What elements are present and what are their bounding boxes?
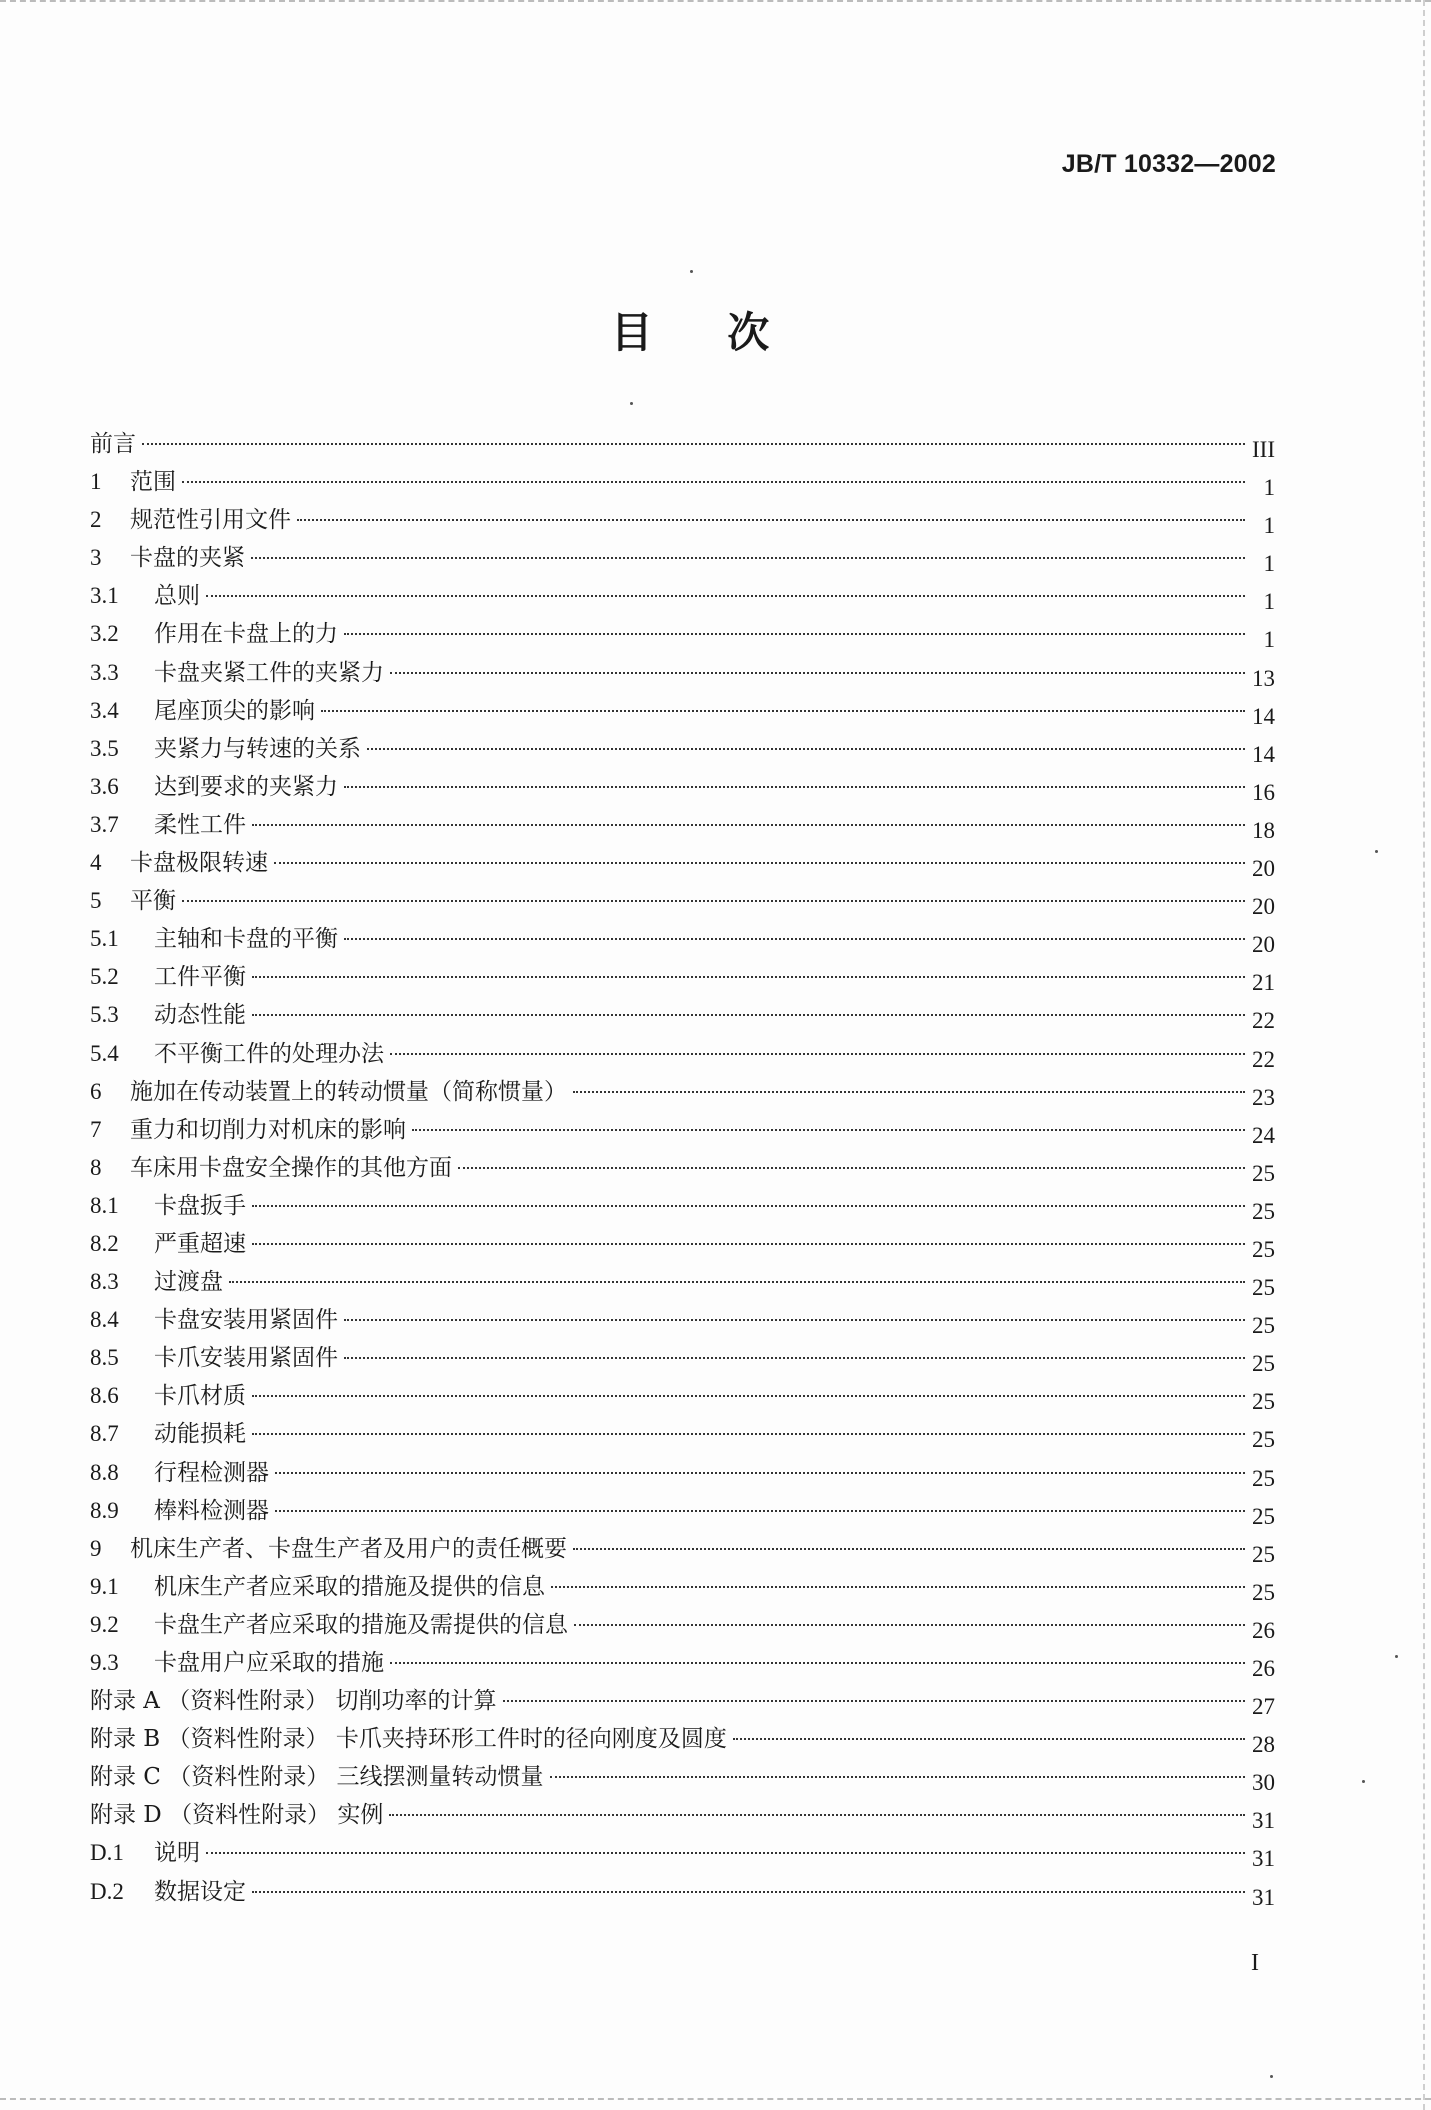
toc-entry[interactable] [90,1149,1275,1187]
scan-speck [1395,1655,1398,1658]
toc-entry[interactable] [90,1225,1275,1263]
toc-entry-page: 20 [1252,932,1275,958]
toc-leader-dots [252,1014,1245,1016]
toc-entry[interactable] [90,1796,1275,1834]
scan-edge-bottom [0,2098,1431,2102]
toc-leader-dots [252,976,1245,978]
toc-entry-title: 动态性能 [154,1002,246,1029]
toc-entry-page: 26 [1252,1617,1275,1643]
toc-entry[interactable] [90,1644,1275,1682]
toc-leader-dots [252,1243,1245,1245]
toc-entry[interactable] [90,1530,1275,1568]
toc-entry[interactable] [90,1873,1275,1911]
toc-leader-dots [252,824,1245,826]
toc-entry-number: 3.1 [90,583,119,609]
toc-leader-dots [275,1510,1245,1512]
toc-entry-title: 达到要求的夹紧力 [154,773,338,800]
toc-entry-page: 25 [1252,1389,1275,1415]
toc-entry-number: 8.8 [90,1459,119,1485]
toc-entry-title: 说明 [154,1840,200,1867]
toc-entry[interactable] [90,1606,1275,1644]
toc-entry-page: 25 [1252,1579,1275,1605]
toc-entry-page: 28 [1252,1732,1275,1758]
toc-leader-dots [275,1472,1245,1474]
toc-entry[interactable] [90,1339,1275,1377]
toc-entry-page: 22 [1252,1008,1275,1034]
toc-entry-number: 7 [90,1116,102,1142]
toc-entry-page: 13 [1252,665,1275,691]
toc-leader-dots [182,481,1245,483]
toc-leader-dots [503,1700,1245,1702]
toc-entry-page: 1 [1263,551,1275,577]
toc-entry-number: 8.5 [90,1345,119,1371]
toc-leader-dots [252,1395,1245,1397]
toc-entry[interactable] [90,996,1275,1034]
toc-entry[interactable] [90,1720,1275,1758]
toc-entry-page: 1 [1263,627,1275,653]
page-number: I [1251,1950,1259,1976]
toc-entry[interactable] [90,501,1275,539]
toc-entry-page: 31 [1252,1884,1275,1910]
scan-edge-right [1423,0,1427,2110]
toc-entry[interactable] [90,1073,1275,1111]
toc-entry-number: 8.4 [90,1307,119,1333]
toc-leader-dots [550,1776,1245,1778]
toc-entry[interactable] [90,920,1275,958]
page-title: 目 次 [610,308,770,357]
table-of-contents [90,425,1275,1911]
toc-leader-dots [206,1852,1245,1854]
toc-entry[interactable] [90,1111,1275,1149]
toc-entry-title: 柔性工件 [154,811,246,838]
toc-leader-dots [252,1433,1245,1435]
toc-entry[interactable] [90,1035,1275,1073]
toc-entry-number: 3.5 [90,735,119,761]
toc-entry-title: 主轴和卡盘的平衡 [154,926,338,953]
toc-entry-number: 5 [90,888,102,914]
toc-entry-title: 工件平衡 [154,964,246,991]
toc-entry[interactable] [90,577,1275,615]
toc-leader-dots [389,1814,1245,1816]
toc-leader-dots [573,1548,1245,1550]
toc-entry-title: 机床生产者、卡盘生产者及用户的责任概要 [130,1535,567,1562]
toc-entry-page: 1 [1263,513,1275,539]
toc-entry-number: 9.2 [90,1611,119,1637]
toc-entry-page: 1 [1263,589,1275,615]
toc-entry-title: 不平衡工件的处理办法 [154,1040,384,1067]
toc-entry-page: 26 [1252,1656,1275,1681]
toc-entry-number: 8 [90,1154,102,1180]
toc-entry-title: 卡盘的夹紧 [130,545,245,572]
toc-entry-title: 夹紧力与转速的关系 [154,735,361,762]
toc-entry-title: 卡盘安装用紧固件 [154,1307,338,1334]
toc-leader-dots [574,1624,1245,1626]
toc-entry-title: 卡盘扳手 [154,1192,246,1219]
toc-entry[interactable] [90,958,1275,996]
toc-entry-page: 22 [1252,1046,1275,1072]
toc-entry-number: 8.1 [90,1192,119,1218]
toc-leader-dots [206,595,1245,597]
toc-entry-title: 平衡 [130,888,176,915]
toc-entry[interactable] [90,730,1275,768]
toc-entry-title: 附录 C （资料性附录） 三线摆测量转动惯量 [90,1764,544,1791]
toc-leader-dots [251,557,1245,559]
toc-entry-page: 20 [1252,894,1275,920]
toc-leader-dots [252,1205,1245,1207]
toc-entry[interactable] [90,882,1275,920]
toc-entry-page: 23 [1252,1084,1275,1110]
toc-entry-title: 附录 A （资料性附录） 切削功率的计算 [90,1688,497,1715]
toc-entry-page: III [1252,437,1275,462]
scan-speck [630,402,633,405]
toc-leader-dots [344,786,1245,788]
toc-entry[interactable] [90,1682,1275,1720]
toc-entry[interactable] [90,692,1275,730]
toc-entry[interactable] [90,1301,1275,1339]
toc-leader-dots [458,1167,1245,1169]
toc-entry-number: 8.3 [90,1269,119,1295]
toc-leader-dots [344,1319,1245,1321]
toc-entry[interactable] [90,539,1275,577]
toc-entry-page: 1 [1263,475,1275,501]
toc-entry-title: 重力和切削力对机床的影响 [130,1116,406,1143]
toc-entry-number: 8.2 [90,1230,119,1256]
toc-entry[interactable] [90,1377,1275,1415]
toc-entry[interactable] [90,1187,1275,1225]
toc-entry-page: 25 [1252,1465,1275,1491]
toc-entry-title: 卡盘极限转速 [130,850,268,877]
toc-entry-title: 卡盘生产者应采取的措施及需提供的信息 [154,1611,568,1638]
toc-entry[interactable] [90,1492,1275,1530]
toc-entry-page: 25 [1252,1503,1275,1529]
toc-entry[interactable] [90,1758,1275,1796]
toc-entry-number: D.1 [90,1840,124,1866]
toc-entry-page: 27 [1252,1694,1275,1720]
toc-leader-dots [297,519,1245,521]
toc-entry-page: 25 [1252,1541,1275,1567]
toc-leader-dots [367,748,1245,750]
toc-entry-title: 总则 [154,583,200,610]
toc-entry-title: 附录 B （资料性附录） 卡爪夹持环形工件时的径向刚度及圆度 [90,1726,727,1753]
toc-entry-number: 3.7 [90,811,119,837]
toc-entry-number: 6 [90,1078,102,1104]
toc-leader-dots [252,1891,1245,1893]
toc-entry-title: 行程检测器 [154,1459,269,1486]
toc-entry-page: 21 [1252,970,1275,996]
toc-entry-title: 作用在卡盘上的力 [154,621,338,648]
toc-entry-number: 8.7 [90,1421,119,1447]
toc-entry-title: 动能损耗 [154,1421,246,1448]
toc-leader-dots [733,1738,1245,1740]
toc-entry-page: 20 [1252,856,1275,882]
toc-entry-page: 16 [1252,779,1275,805]
toc-entry-title: 施加在传动装置上的转动惯量（简称惯量） [130,1078,567,1105]
toc-entry-title: 卡爪安装用紧固件 [154,1345,338,1372]
toc-entry-number: 4 [90,850,102,876]
document-code: JB/T 10332—2002 [1061,150,1276,178]
toc-entry-title: 机床生产者应采取的措施及提供的信息 [154,1573,545,1600]
toc-entry-page: 25 [1252,1427,1275,1453]
toc-entry-number: 5.2 [90,964,119,990]
toc-entry-page: 18 [1252,817,1275,843]
toc-entry-title: 卡盘用户应采取的措施 [154,1650,384,1676]
toc-leader-dots [390,1053,1245,1055]
toc-entry[interactable] [90,806,1275,844]
toc-entry-title: 卡爪材质 [154,1383,246,1410]
toc-entry-page: 25 [1252,1275,1275,1301]
toc-leader-dots [142,443,1245,445]
toc-entry-number: 3.2 [90,621,119,647]
toc-leader-dots [344,1357,1245,1359]
toc-leader-dots [573,1091,1245,1093]
toc-entry-title: 车床用卡盘安全操作的其他方面 [130,1154,452,1181]
toc-entry-number: 3.6 [90,773,119,799]
toc-entry-title: 范围 [130,469,176,496]
toc-entry[interactable] [90,768,1275,806]
toc-leader-dots [229,1281,1245,1283]
toc-entry-number: 2 [90,507,102,533]
toc-entry-title: 过渡盘 [154,1269,223,1296]
toc-entry-number: 9.3 [90,1650,119,1675]
toc-entry[interactable] [90,1263,1275,1301]
toc-leader-dots [551,1586,1245,1588]
toc-leader-dots [390,672,1245,674]
toc-entry-number: 3 [90,545,102,571]
toc-leader-dots [344,633,1245,635]
toc-entry-page: 25 [1252,1160,1275,1186]
toc-leader-dots [390,1662,1245,1664]
toc-leader-dots [344,938,1245,940]
toc-entry-page: 31 [1252,1808,1275,1834]
toc-entry-number: 8.9 [90,1497,119,1523]
toc-entry-page: 31 [1252,1846,1275,1872]
toc-entry[interactable] [90,1454,1275,1492]
toc-entry-number: 1 [90,469,102,495]
toc-entry-page: 25 [1252,1236,1275,1262]
toc-entry-page: 30 [1252,1770,1275,1796]
toc-entry[interactable] [90,1834,1275,1872]
toc-entry-title: 规范性引用文件 [130,507,291,534]
toc-entry[interactable] [90,654,1275,692]
toc-entry-title: 前言 [90,431,136,457]
toc-entry-number: 5.4 [90,1040,119,1066]
scan-speck [1375,850,1378,853]
toc-entry-page: 14 [1252,703,1275,729]
toc-entry-number: 8.6 [90,1383,119,1409]
toc-entry[interactable] [90,844,1275,882]
toc-entry-title: 数据设定 [154,1878,246,1905]
scan-speck [690,270,693,273]
toc-entry[interactable] [90,463,1275,501]
toc-leader-dots [274,862,1245,864]
toc-entry-page: 25 [1252,1198,1275,1224]
toc-entry-page: 14 [1252,741,1275,767]
toc-leader-dots [182,900,1245,902]
toc-entry[interactable] [90,1568,1275,1606]
toc-leader-dots [321,710,1245,712]
toc-entry-number: 3.4 [90,697,119,723]
scan-speck [1362,1780,1365,1783]
toc-entry[interactable] [90,1415,1275,1453]
toc-entry-title: 附录 D （资料性附录） 实例 [90,1802,384,1829]
toc-entry-number: 9.1 [90,1573,119,1599]
toc-entry-page: 24 [1252,1122,1275,1148]
toc-entry-title: 棒料检测器 [154,1497,269,1524]
toc-entry-page: 25 [1252,1351,1275,1377]
toc-entry[interactable] [90,425,1275,463]
toc-entry-number: 5.3 [90,1002,119,1028]
toc-entry-page: 25 [1252,1313,1275,1339]
toc-entry-number: 3.3 [90,659,119,685]
toc-entry-title: 卡盘夹紧工件的夹紧力 [154,659,384,686]
toc-entry-number: 5.1 [90,926,119,952]
scan-edge-top [0,0,1431,6]
toc-entry-title: 严重超速 [154,1230,246,1257]
toc-entry-number: 9 [90,1535,102,1561]
toc-entry[interactable] [90,615,1275,653]
toc-leader-dots [412,1129,1245,1131]
toc-entry-title: 尾座顶尖的影响 [154,697,315,724]
toc-entry-number: D.2 [90,1878,124,1904]
scan-speck [1270,2075,1273,2078]
